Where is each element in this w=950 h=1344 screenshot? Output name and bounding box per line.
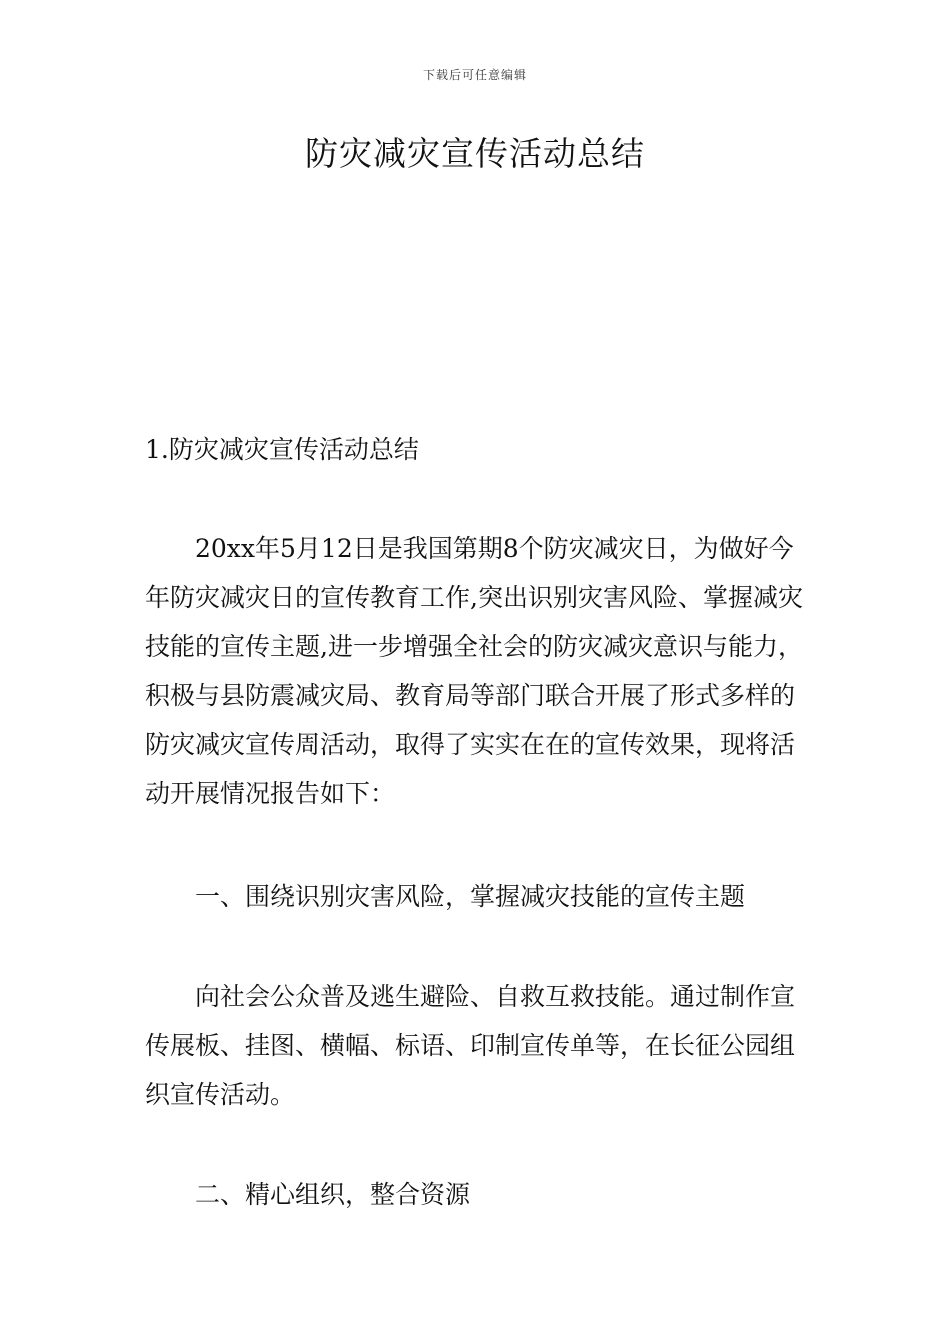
- paragraph-intro: 20xx年5月12日是我国第期8个防灾减灾日，为做好今年防灾减灾日的宣传教育工作,突出识别灾害风险、掌握减灾技能的宣传主题,进一步增强全社会的防灾减灾意识与能力，积极与县防震减灾局、教育局等部门联合开展了形式多样的防灾减灾宣传周活动，取得了实实在在的宣传效果，现将活动开展情况报告如下：: [145, 534, 803, 808]
- heading-two: 二、精心组织，整合资源: [195, 1180, 471, 1209]
- heading-one: 一、围绕识别灾害风险，掌握减灾技能的宣传主题: [195, 882, 746, 911]
- header-note: 下载后可任意编辑: [422, 68, 527, 82]
- paragraph-publicity: 向社会公众普及逃生避险、自救互救技能。通过制作宣传展板、挂图、横幅、标语、印制宣传单等，在长征公园组织宣传活动。: [145, 982, 796, 1109]
- section-heading: 1.防灾减灾宣传活动总结: [145, 435, 419, 464]
- document-title: 防灾减灾宣传活动总结: [305, 134, 645, 173]
